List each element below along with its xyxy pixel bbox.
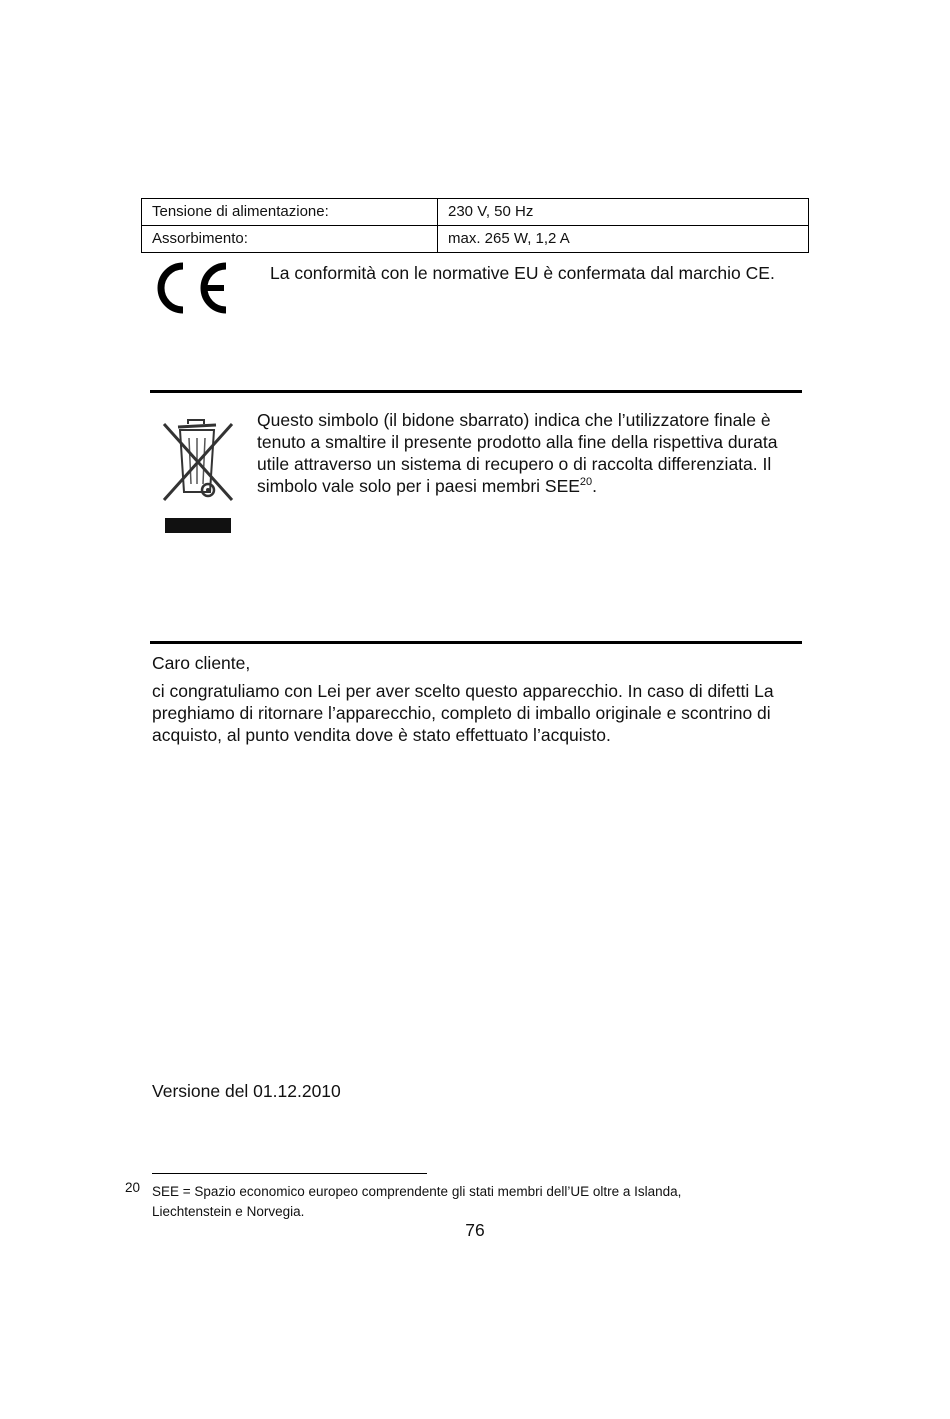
spec-table <box>141 198 809 253</box>
footnote-reference: 20 <box>579 476 593 489</box>
spec-value: 230 V, 50 Hz <box>438 199 809 226</box>
footnote-text: SEE = Spazio economico europeo comprendente gli stati membri dell’UE oltre a Islanda, Liechtenstein e Norvegia. <box>152 1184 682 1219</box>
section-divider <box>150 390 802 393</box>
customer-message: ci congratuliamo con Lei per aver scelto questo apparecchio. In caso di difetti La preghiamo di ritornare l’apparecchio, completo di imballo originale e scontrino di acquisto, al punto vendita dove è stato effettuato l’acquisto. <box>152 681 774 745</box>
weee-disposal-text <box>257 409 792 497</box>
crossed-out-bin-icon <box>158 416 238 536</box>
page-number: 76 <box>465 1220 485 1240</box>
footnote-number: 20 <box>125 1180 141 1195</box>
weee-text: Questo simbolo (il bidone sbarrato) indica che l’utilizzatore finale è tenuto a smaltire il presente prodotto alla fine della rispettiva durata utile attraverso un sistema di recupero o di raccolta differenziata. Il simbolo vale solo per i paesi membri SEE <box>257 410 778 496</box>
weee-text-end: . <box>592 476 598 496</box>
section-divider <box>150 641 802 644</box>
spec-label: Tensione di alimentazione: <box>142 199 438 226</box>
table-row <box>142 226 809 253</box>
customer-greeting: Caro cliente, <box>152 653 251 673</box>
table-row <box>142 199 809 226</box>
ce-conformity-text: La conformità con le normative EU è confermata dal marchio CE. <box>270 263 775 283</box>
ce-mark-icon <box>152 260 230 316</box>
spec-label: Assorbimento: <box>142 226 438 253</box>
footnote-separator <box>152 1173 427 1174</box>
version-date: Versione del 01.12.2010 <box>152 1081 341 1101</box>
spec-value: max. 265 W, 1,2 A <box>438 226 809 253</box>
